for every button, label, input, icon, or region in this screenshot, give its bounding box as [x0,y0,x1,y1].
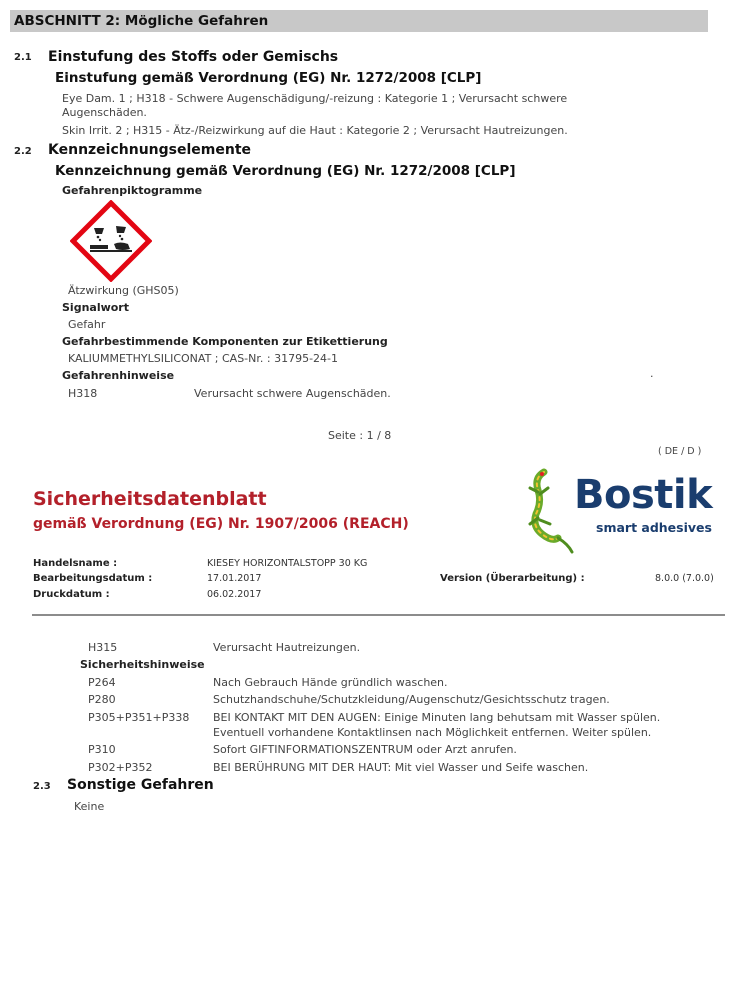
locale-code: ( DE / D ) [658,446,702,457]
p310-code: P310 [88,743,116,756]
p264-code: P264 [88,676,116,689]
heading-2-3: Sonstige Gefahren [67,777,214,793]
hazard-statements-label: Gefahrenhinweise [62,369,175,382]
precautions-label: Sicherheitshinweise [80,658,205,671]
version-value: 8.0.0 (7.0.0) [655,573,714,584]
section-number-2-2: 2.2 [14,146,32,157]
p280-text: Schutzhandschuhe/Schutzkleidung/Augenschutz/Gesichtsschutz tragen. [213,693,610,706]
trade-name-label: Handelsname : [33,558,118,569]
classification-line-2: Skin Irrit. 2 ; H315 - Ätz-/Reizwirkung auf die Haut : Kategorie 2 ; Verursacht Hautreizungen. [62,124,568,137]
subheading-2-2: Kennzeichnung gemäß Verordnung (EG) Nr. 1272/2008 [CLP] [55,163,516,179]
p302-text: BEI BERÜHRUNG MIT DER HAUT: Mit viel Wasser und Seife waschen. [213,761,589,774]
h315-code: H315 [88,641,118,654]
gecko-logo-icon [528,468,580,554]
document-subtitle: gemäß Verordnung (EG) Nr. 1907/2006 (REACH) [33,516,409,532]
print-date-value: 06.02.2017 [207,589,262,600]
header-divider [32,614,725,616]
p302-code: P302+P352 [88,761,153,774]
classification-line-1: Eye Dam. 1 ; H318 - Schwere Augenschädigung/-reizung : Kategorie 1 ; Verursacht schwere [62,92,568,105]
p280-code: P280 [88,693,116,706]
components-value: KALIUMMETHYLSILICONAT ; CAS-Nr. : 31795-24-1 [68,352,339,365]
stray-dot: . [650,367,654,380]
p264-text: Nach Gebrauch Hände gründlich waschen. [213,676,448,689]
heading-2-1: Einstufung des Stoffs oder Gemischs [48,49,339,65]
section-title: ABSCHNITT 2: Mögliche Gefahren [14,13,269,29]
signal-word-label: Signalwort [62,301,129,314]
components-label: Gefahrbestimmende Komponenten zur Etikettierung [62,335,388,348]
edit-date-label: Bearbeitungsdatum : [33,573,153,584]
trade-name-value: KIESEY HORIZONTALSTOPP 30 KG [207,558,368,569]
page-number: Seite : 1 / 8 [328,429,392,442]
section-number-2-3: 2.3 [33,781,51,792]
version-label: Version (Überarbeitung) : [440,573,585,584]
heading-2-2: Kennzeichnungselemente [48,142,252,158]
brand-tagline: smart adhesives [596,520,712,535]
h318-text: Verursacht schwere Augenschäden. [194,387,391,400]
p305-text-2: Eventuell vorhandene Kontaktlinsen nach Möglichkeit entfernen. Weiter spülen. [213,726,652,739]
signal-word-value: Gefahr [68,318,106,331]
print-date-label: Druckdatum : [33,589,110,600]
h318-code: H318 [68,387,98,400]
pictograms-label: Gefahrenpiktogramme [62,184,203,197]
other-hazards-value: Keine [74,800,105,813]
p305-text-1: BEI KONTAKT MIT DEN AUGEN: Einige Minuten lang behutsam mit Wasser spülen. [213,711,661,724]
edit-date-value: 17.01.2017 [207,573,262,584]
brand-logo-text: Bostik [574,472,713,518]
document-title: Sicherheitsdatenblatt [33,488,267,510]
p305-code: P305+P351+P338 [88,711,190,724]
p310-text: Sofort GIFTINFORMATIONSZENTRUM oder Arzt anrufen. [213,743,517,756]
ghs05-corrosion-icon [70,200,152,282]
h315-text: Verursacht Hautreizungen. [213,641,361,654]
section-number-2-1: 2.1 [14,52,32,63]
classification-line-1b: Augenschäden. [62,106,147,119]
pictogram-caption: Ätzwirkung (GHS05) [68,284,179,297]
subheading-2-1: Einstufung gemäß Verordnung (EG) Nr. 1272/2008 [CLP] [55,70,482,86]
